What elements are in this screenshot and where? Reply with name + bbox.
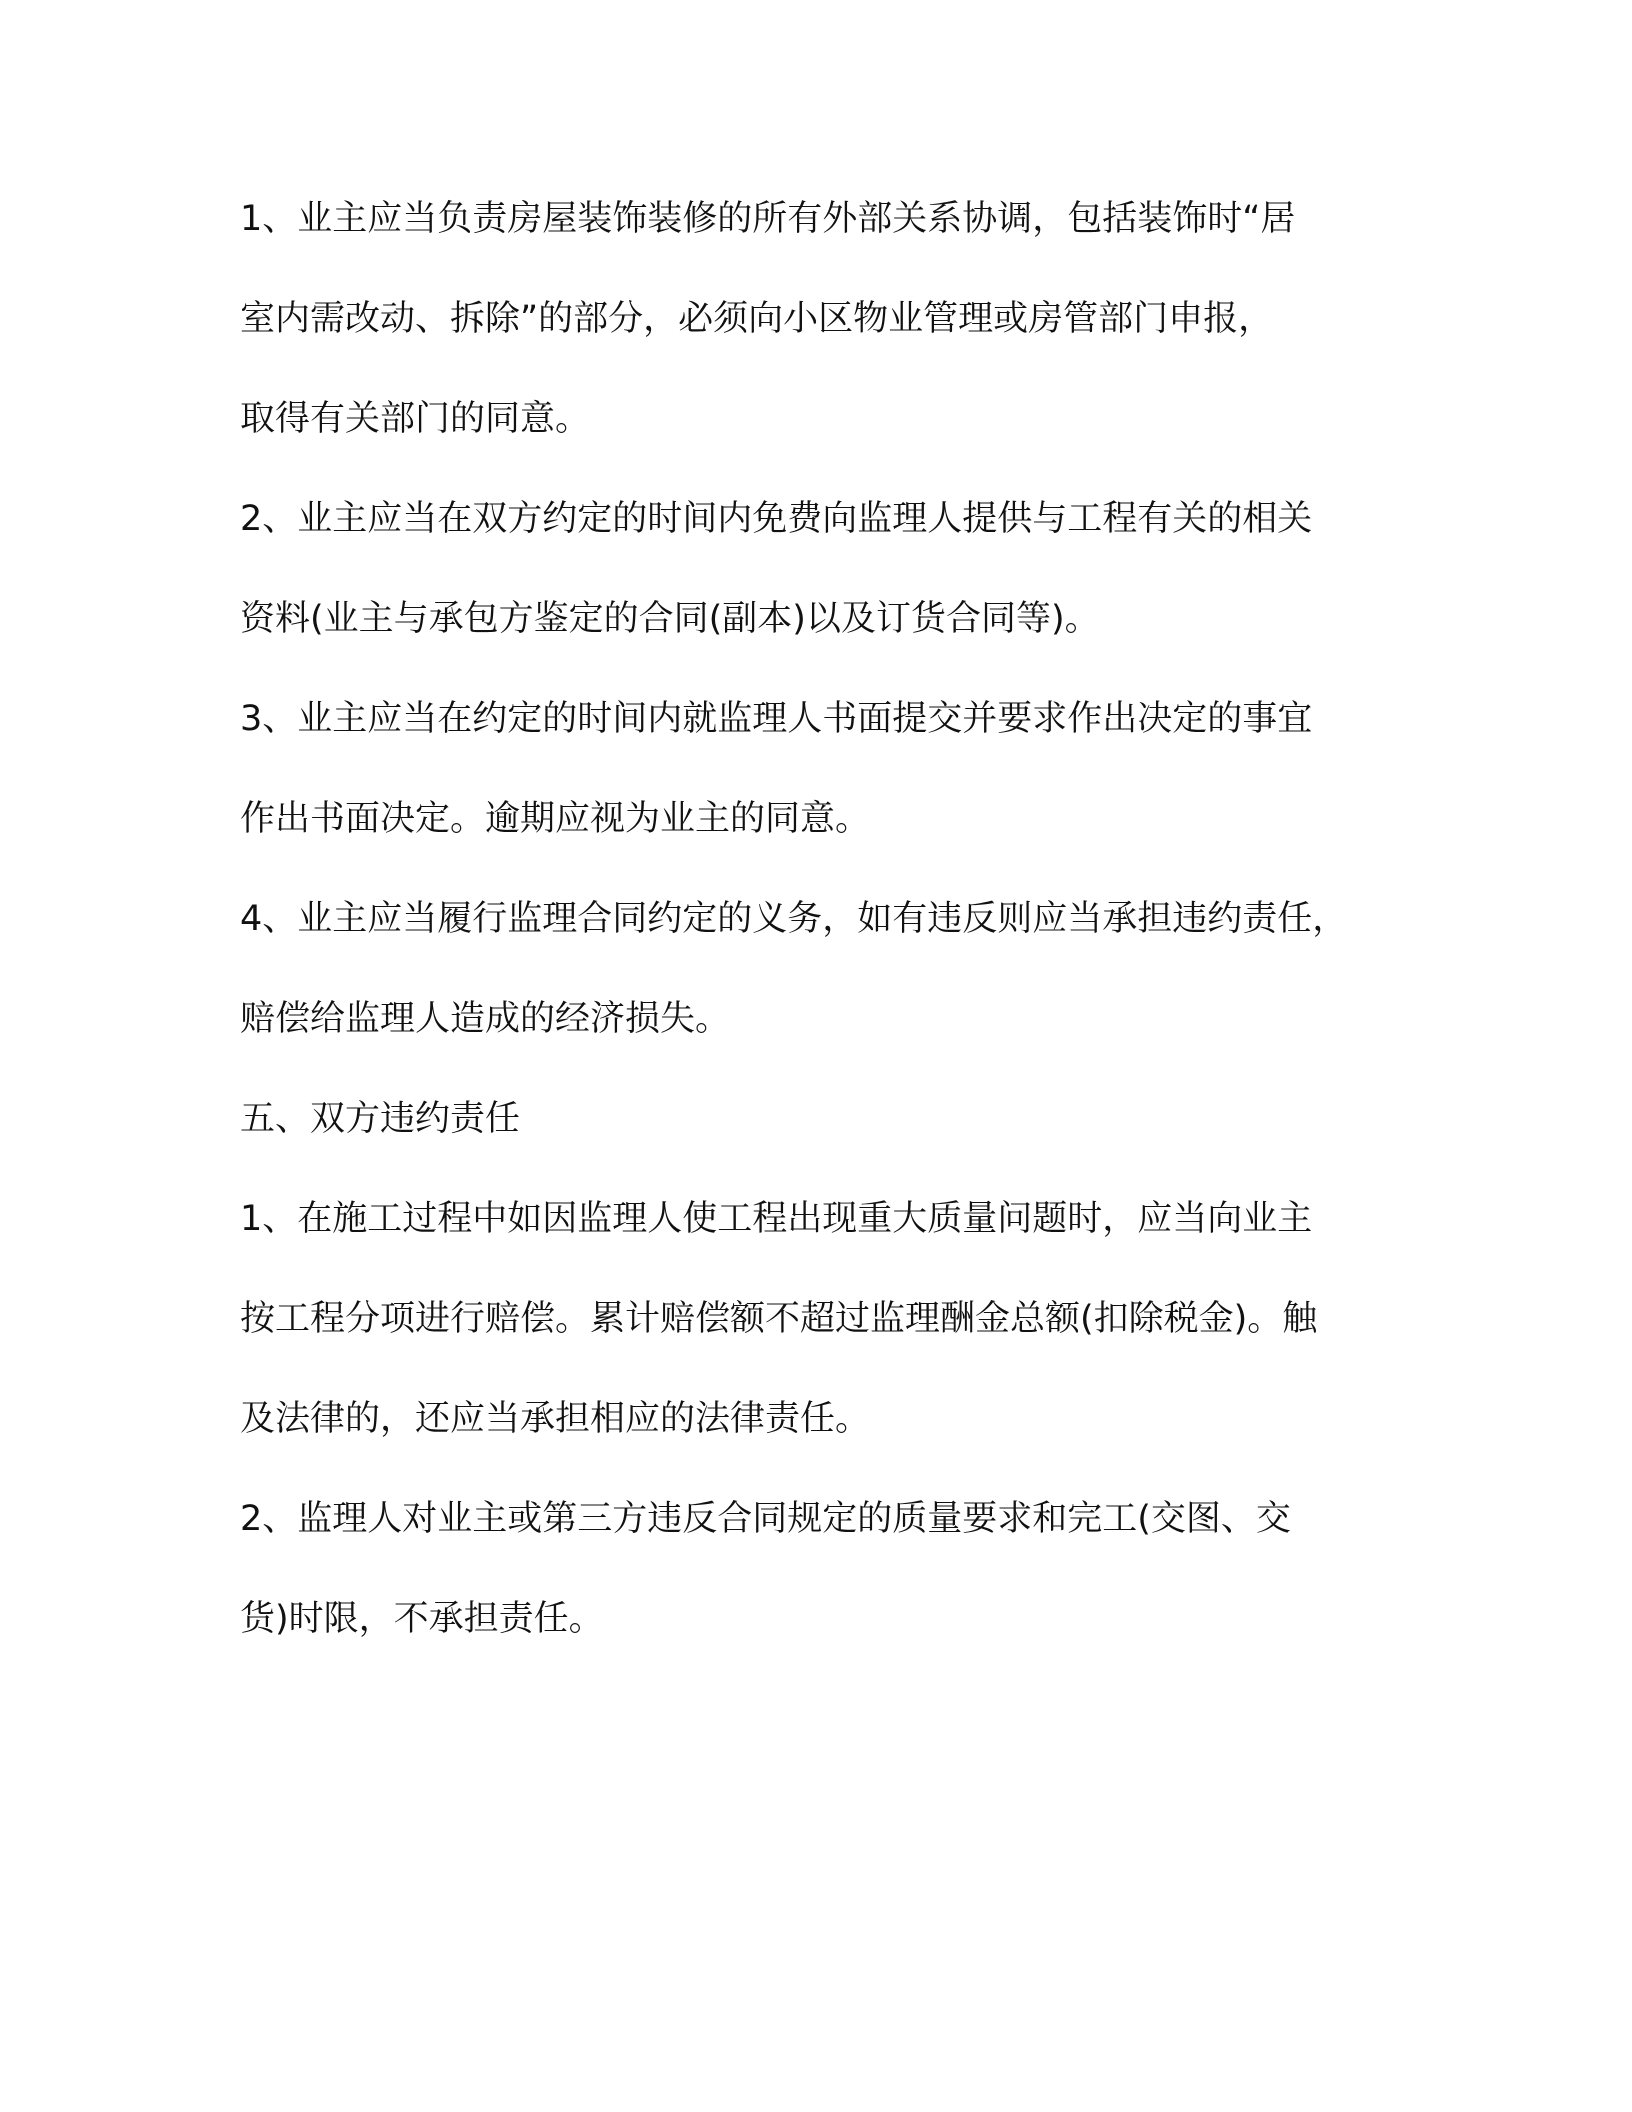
text-line: 赔偿给监理人造成的经济损失。 — [240, 999, 731, 1039]
text-line: 作出书面决定。逾期应视为业主的同意。 — [240, 799, 871, 839]
text-line: 2、监理人对业主或第三方违反合同规定的质量要求和完工(交图、交 — [240, 1499, 1291, 1539]
text-line: 3、业主应当在约定的时间内就监理人书面提交并要求作出决定的事宜 — [240, 699, 1313, 739]
text-line: 1、在施工过程中如因监理人使工程出现重大质量问题时，应当向业主 — [240, 1199, 1313, 1239]
text-line: 2、业主应当在双方约定的时间内免费向监理人提供与工程有关的相关 — [240, 499, 1313, 539]
text-line: 按工程分项进行赔偿。累计赔偿额不超过监理酬金总额(扣除税金)。触 — [240, 1299, 1318, 1339]
text-line: 取得有关部门的同意。 — [240, 399, 591, 439]
text-line: 资料(业主与承包方鉴定的合同(副本)以及订货合同等)。 — [240, 599, 1100, 639]
document-body — [240, 184, 1420, 1684]
text-line: 1、业主应当负责房屋装饰装修的所有外部关系协调，包括装饰时“居 — [240, 199, 1296, 239]
text-line: 及法律的，还应当承担相应的法律责任。 — [240, 1399, 871, 1439]
text-line: 室内需改动、拆除”的部分，必须向小区物业管理或房管部门申报， — [240, 299, 1274, 339]
text-line: 货)时限，不承担责任。 — [240, 1599, 604, 1639]
text-line: 4、业主应当履行监理合同约定的义务，如有违反则应当承担违约责任， — [240, 899, 1348, 939]
section-heading: 五、双方违约责任 — [240, 1099, 521, 1139]
